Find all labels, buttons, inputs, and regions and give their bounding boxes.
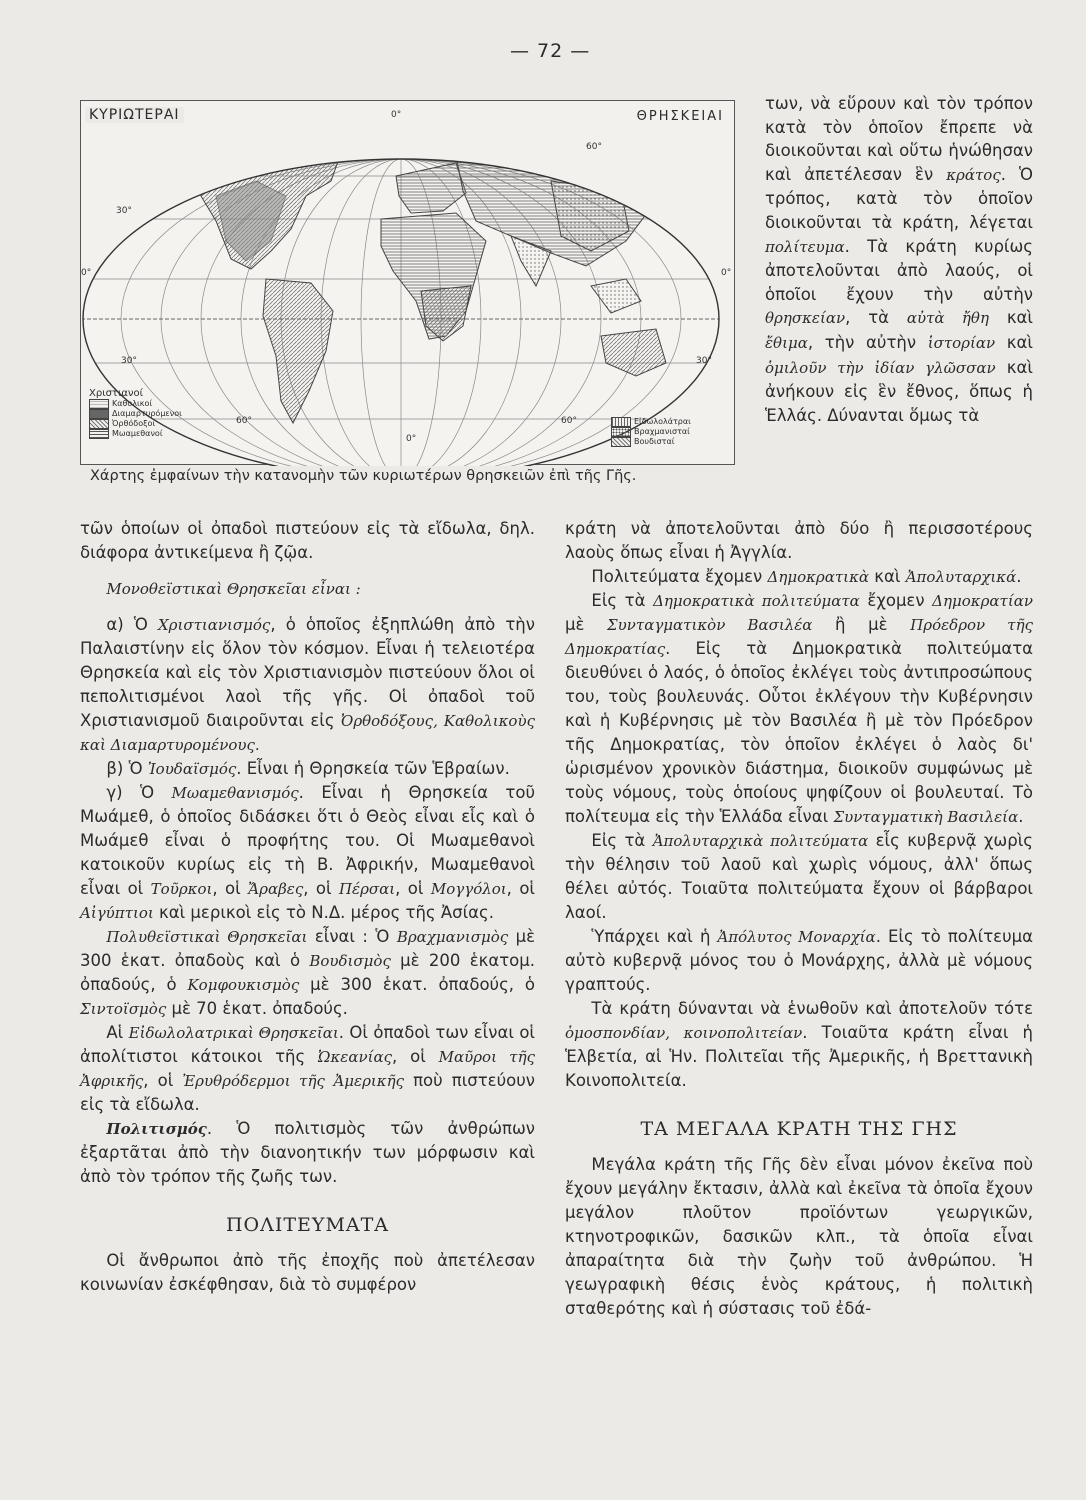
italic-term: πολίτευμα <box>765 237 845 256</box>
text: , ὁ ὁποῖος ἐξηπλώθη ἀπὸ τὴν Παλαιστίνην εἰς ὅλον τὸν κόσμον. Εἶναι ἡ τελειοτέρα Θρησκεία καὶ εἰς τὸν Χριστιανισμὸν πιστεύουν ὅλοι οἱ πεπολιτισμένοι λαοὶ τῆς γῆς. Οἱ ὀπαδοὶ τοῦ Χριστιανισμοῦ διαιροῦνται εἰς <box>80 615 535 730</box>
text: . Εἶναι ἡ Θρησκεία τῶν Ἑβραίων. <box>236 759 510 778</box>
paragraph <box>80 925 535 1021</box>
text: ἢ μὲ <box>812 615 911 634</box>
text: μὲ 200 ἑκατομ. ὀπαδούς, ὁ <box>80 951 535 994</box>
text: εἶναι : Ὁ <box>307 927 397 946</box>
legend-row <box>89 429 182 439</box>
text: μὲ 300 ἑκατ. ὀπαδούς, ὁ <box>299 975 536 994</box>
text: Εἰς τὰ <box>591 831 653 850</box>
italic-term: Ὀρθοδόξους, Καθολικοὺς καὶ Διαμαρτυρομένους. <box>80 712 535 754</box>
map-frame <box>80 100 735 465</box>
legend-swatch <box>611 417 631 427</box>
paragraph: Οἱ ἄνθρωποι ἀπὸ τῆς ἐποχῆς ποὺ ἀπετέλεσαν κοινωνίαν ἐσκέφθησαν, διὰ τὸ συμφέρον <box>80 1251 535 1294</box>
legend-row <box>89 399 182 409</box>
italic-term: Συνταγματικὸν Βασιλέα <box>607 616 813 634</box>
text: , οἱ <box>506 879 535 898</box>
text: , τὰ <box>845 308 907 328</box>
paragraph <box>80 781 535 925</box>
italic-term: ὁμοσπονδίαν, κοινοπολιτείαν <box>565 1024 803 1042</box>
world-religions-map <box>80 100 735 465</box>
italic-term: Κομφουκισμὸς <box>187 976 300 994</box>
svg-text:0°: 0° <box>721 268 732 278</box>
paragraph <box>565 829 1033 925</box>
italic-term: Ἀπολυταρχικὰ πολιτεύματα <box>652 832 869 850</box>
italic-term: Χριστιανισμός <box>157 616 271 634</box>
legend-label: Βουδισταί <box>634 437 675 446</box>
text: . Ὁ πολιτισμὸς τῶν ἀνθρώπων ἐξαρτᾶται ἀπὸ τὴν διανοητικήν των μόρφωσιν καὶ ἀπὸ τὸν τρόπον τῆς ζωῆς των. <box>80 1119 535 1186</box>
svg-text:30°: 30° <box>696 356 712 366</box>
paragraph <box>80 613 535 757</box>
legend-swatch <box>611 437 631 447</box>
italic-term: Πρόεδρον τῆς Δημοκρατίας <box>565 616 1033 658</box>
text: , οἱ <box>392 1047 439 1066</box>
text: ποὺ πιστεύουν εἰς τὰ εἴδωλα. <box>80 1071 535 1114</box>
svg-text:60°: 60° <box>586 142 602 152</box>
text: καὶ ἀνήκουν εἰς ἓν ἔθνος, ὅπως ἡ Ἑλλάς. Δύνανται ὅμως τὰ <box>765 357 1033 425</box>
legend-label: Μωαμεθανοί <box>112 429 163 438</box>
italic-term: Πολυθεϊστικαὶ Θρησκεῖαι <box>106 928 308 946</box>
italic-term: Ἄραβες <box>248 880 304 898</box>
italic-term: Δημοκρατίαν <box>932 592 1033 610</box>
paragraph <box>565 925 1033 997</box>
italic-term: Μωαμεθανισμός <box>171 784 299 802</box>
italic-term: Μονοθεϊστικαὶ Θρησκεῖαι εἶναι : <box>106 580 361 598</box>
italic-term: θρησκείαν <box>765 309 846 328</box>
text: , οἱ <box>395 879 431 898</box>
text: μὲ 70 ἑκατ. ὀπαδούς. <box>166 999 348 1018</box>
text: εἷς κυβερνᾷ χωρὶς τὴν θέλησιν τοῦ λαοῦ καὶ χωρὶς νόμους, ἀλλ' ὅπως θέλει αὐτός. Τοιαῦτα πολιτεύματα ἔχουν οἱ βάρβαροι λαοί. <box>565 831 1033 922</box>
italic-term: Ἰουδαϊσμός <box>147 760 237 778</box>
paragraph <box>765 92 1033 427</box>
text: β) Ὁ <box>106 759 148 778</box>
svg-text:30°: 30° <box>116 206 132 216</box>
paragraph: τῶν ὁποίων οἱ ὀπαδοὶ πιστεύουν εἰς τὰ εἴδωλα, δηλ. διάφορα ἀντικείμενα ἢ ζῷα. <box>80 519 535 562</box>
italic-term: Αἰγύπτιοι <box>80 904 154 922</box>
italic-term: Ἀπολυταρχικά <box>905 568 1017 586</box>
legend-label: Διαμαρτυρόμενοι <box>112 409 182 418</box>
legend-row <box>611 437 691 447</box>
text: . Εἶναι ἡ Θρησκεία τοῦ Μωάμεθ, ὁ ὁποῖος διδάσκει ὅτι ὁ Θεὸς εἶναι εἷς καὶ ὁ Μωάμεθ εἶναι ὁ προφήτης του. Οἱ Μωαμεθανοὶ κατοικοῦν κυρίως εἰς τὴ Β. Ἀφρικήν, Μωαμεθανοὶ εἶναι οἱ <box>80 783 536 898</box>
text: καὶ <box>995 332 1033 352</box>
paragraph <box>565 589 1033 829</box>
text: , τὴν αὐτὴν <box>807 332 928 352</box>
italic-term: Πέρσαι <box>338 880 396 898</box>
section-title <box>80 577 535 601</box>
svg-text:60°: 60° <box>561 416 577 426</box>
italic-term: Τοῦρκοι <box>150 880 213 898</box>
text: των, νὰ εὕρουν καὶ τὸν τρόπον κατὰ τὸν ὁποῖον ἔπρεπε νὰ διοικοῦνται καὶ οὕτω ἡνώθησαν καὶ ἀπετέλεσαν ἓν <box>765 94 1033 184</box>
text: Αἱ <box>106 1023 129 1042</box>
text: Ὑπάρχει καὶ ἡ <box>591 927 718 946</box>
italic-term: ὁμιλοῦν τὴν ἰδίαν γλῶσσαν <box>765 358 996 377</box>
italic-term: Δημοκρατικὰ <box>767 568 870 586</box>
map-title-left: ΚΥΡΙΩΤΕΡΑΙ <box>85 107 184 123</box>
text: . Οἱ ὀπαδοὶ των εἶναι οἱ ἀπολίτιστοι κάτοικοι τῆς <box>80 1023 535 1066</box>
text: , οἱ <box>143 1071 183 1090</box>
italic-term: Εἰδωλολατρικαὶ Θρησκεῖαι <box>128 1024 339 1042</box>
text: . Εἰς τὸ πολίτευμα αὐτὸ κυβερνᾷ μόνος του ὁ Μονάρχης, ἀλλὰ μὲ νόμους γραπτούς. <box>565 927 1033 994</box>
legend-christians <box>89 389 182 439</box>
legend-title: Χριστιανοί <box>89 388 144 399</box>
paragraph <box>80 1117 535 1189</box>
legend-swatch <box>89 409 109 419</box>
paragraph <box>80 757 535 781</box>
text: καὶ <box>988 308 1033 328</box>
legend-row <box>611 417 691 427</box>
italic-term: Δημοκρατικὰ πολιτεύματα <box>653 592 860 610</box>
italic-term: Βραχμανισμὸς <box>396 928 509 946</box>
italic-term: ἔθιμα <box>765 333 808 352</box>
italic-term: Συνταγματικὴ Βασιλεία <box>833 808 1019 826</box>
legend-swatch <box>89 399 109 409</box>
legend-label: Ὀρθόδοξοι <box>112 419 156 428</box>
svg-text:0°: 0° <box>81 268 92 278</box>
italic-term: Μαῦροι τῆς Ἀφρικῆς <box>80 1048 535 1090</box>
right-top-text <box>765 92 1033 427</box>
italic-term: Βουδισμὸς <box>309 952 391 970</box>
text: . <box>1016 567 1022 586</box>
map-title-right: ΘΡΗΣΚΕΙΑΙ <box>636 109 724 124</box>
text: Τὰ κράτη δύνανται νὰ ἑνωθοῦν καὶ ἀποτελοῦν τότε <box>591 999 1033 1018</box>
text: μὲ <box>565 615 608 634</box>
text: γ) Ὁ <box>106 783 172 802</box>
legend-label: Καθολικοί <box>112 399 153 408</box>
text: Εἰς τὰ <box>591 591 654 610</box>
page-number: — 72 — <box>510 40 591 62</box>
italic-term: αὐτὰ ἤθη <box>906 309 989 328</box>
text: . <box>1018 807 1024 826</box>
legend-swatch <box>89 419 109 429</box>
text: , οἱ <box>303 879 339 898</box>
legend-others <box>611 417 691 447</box>
legend-row <box>89 409 182 419</box>
text: . Τοιαῦτα κράτη εἶναι ἡ Ἑλβετία, αἱ Ἡν. Πολιτεῖαι τῆς Ἀμερικῆς, ἡ Βρεττανικὴ Κοινοπολιτεία. <box>565 1023 1033 1090</box>
text: . Τὰ κράτη κυρίως ἀποτελοῦνται ἀπὸ λαούς, οἱ ὁποῖοι ἔχουν τὴν αὐτὴν <box>765 236 1033 304</box>
paragraph <box>80 1021 535 1117</box>
text: α) Ὁ <box>106 615 158 634</box>
text: καὶ μερικοὶ εἰς τὸ Ν.Δ. μέρος τῆς Ἀσίας. <box>153 903 494 922</box>
italic-term: Ὠκεανίας <box>318 1048 393 1066</box>
italic-term: Μογγόλοι <box>430 880 507 898</box>
text: . Ὁ τρόπος, κατὰ τὸν ὁποῖον διοικοῦνται τὰ κράτη, λέγεται <box>765 164 1033 232</box>
text: μὲ 300 ἑκατ. ὀπαδοὺς καὶ ὁ <box>80 927 535 970</box>
right-column <box>565 517 1033 1321</box>
text: , οἱ <box>212 879 249 898</box>
map-caption: Χάρτης ἐμφαίνων τὴν κατανομὴν τῶν κυριωτέρων θρησκειῶν ἐπὶ τῆς Γῆς. <box>90 468 637 484</box>
italic-term: Σιντοϊσμὸς <box>80 1000 167 1018</box>
italic-term: κράτος <box>946 165 1001 184</box>
svg-text:30°: 30° <box>121 356 137 366</box>
left-column <box>80 517 535 1297</box>
text: . Εἰς τὰ Δημοκρατικὰ πολιτεύματα διευθύνει ὁ λαός, ὁ ὁποῖος ἐκλέγει τοὺς ἀντιπροσώπους του, τοὺς βουλευνάς. Οὗτοι ἐκλέγουν τὴν Κυβέρνησιν καὶ ἡ Κυβέρνησις μὲ τὸν Βασιλέα ἢ μὲ τὸν Πρόεδρον τῆς Δημοκρατίας, τὸν ὁποῖον ἐκλέγει ὁ λαὸς δι' ὡρισμένον χρονικὸν διάστημα, διοικοῦν συμφώνως μὲ τοὺς νόμους, τοὺς ὁποίους ψηφίζουν οἱ βουλευταί. Τὸ πολίτευμα εἰς τὴν Ἑλλάδα εἶναι <box>565 639 1033 826</box>
italic-term: ἱστορίαν <box>927 333 996 352</box>
paragraph <box>565 565 1033 589</box>
italic-term: Ἀπόλυτος Μοναρχία <box>717 928 876 946</box>
svg-text:0°: 0° <box>406 434 417 444</box>
italic-term: Ἐρυθρόδερμοι τῆς Ἀμερικῆς <box>182 1072 405 1090</box>
svg-text:60°: 60° <box>236 416 252 426</box>
legend-swatch <box>89 429 109 439</box>
text: καὶ <box>869 567 906 586</box>
legend-swatch <box>611 427 631 437</box>
text: Πολιτεύματα ἔχομεν <box>591 567 768 586</box>
paragraph: Μεγάλα κράτη τῆς Γῆς δὲν εἶναι μόνον ἐκεῖνα ποὺ ἔχουν μεγάλην ἔκτασιν, ἀλλὰ καὶ ἐκεῖνα τὰ ὁποῖα ἔχουν μεγάλον πλοῦτον προϊόντων γεωργικῶν, κτηνοτροφικῶν, δασικῶν κλπ., τὰ ὁποῖα εἶναι ἀπαραίτητα διὰ τὴν ζωὴν τοῦ ἀνθρώπου. Ἡ γεωγραφικὴ θέσις ἑνὸς κράτους, ἡ πολιτικὴ σταθερότης καὶ ἡ σύστασις τοῦ ἐδά- <box>565 1155 1033 1318</box>
paragraph <box>565 997 1033 1093</box>
svg-text:0°: 0° <box>391 110 402 120</box>
text: ἔχομεν <box>859 591 933 610</box>
section-heading: ΤΑ ΜΕΓΑΛΑ ΚΡΑΤΗ ΤΗΣ ΓΗΣ <box>640 1118 958 1140</box>
section-heading: ΠΟΛΙΤΕΥΜΑΤΑ <box>225 1214 390 1236</box>
paragraph: κράτη νὰ ἀποτελοῦνται ἀπὸ δύο ἢ περισσοτέρους λαοὺς ὅπως εἶναι ἡ Ἀγγλία. <box>565 519 1033 562</box>
legend-row <box>89 419 182 429</box>
legend-label: Εἰδωλολάτραι <box>634 417 691 426</box>
legend-row <box>611 427 691 437</box>
bold-term: Πολιτισμός <box>106 1120 207 1138</box>
legend-label: Βραχμανισταί <box>634 427 690 436</box>
